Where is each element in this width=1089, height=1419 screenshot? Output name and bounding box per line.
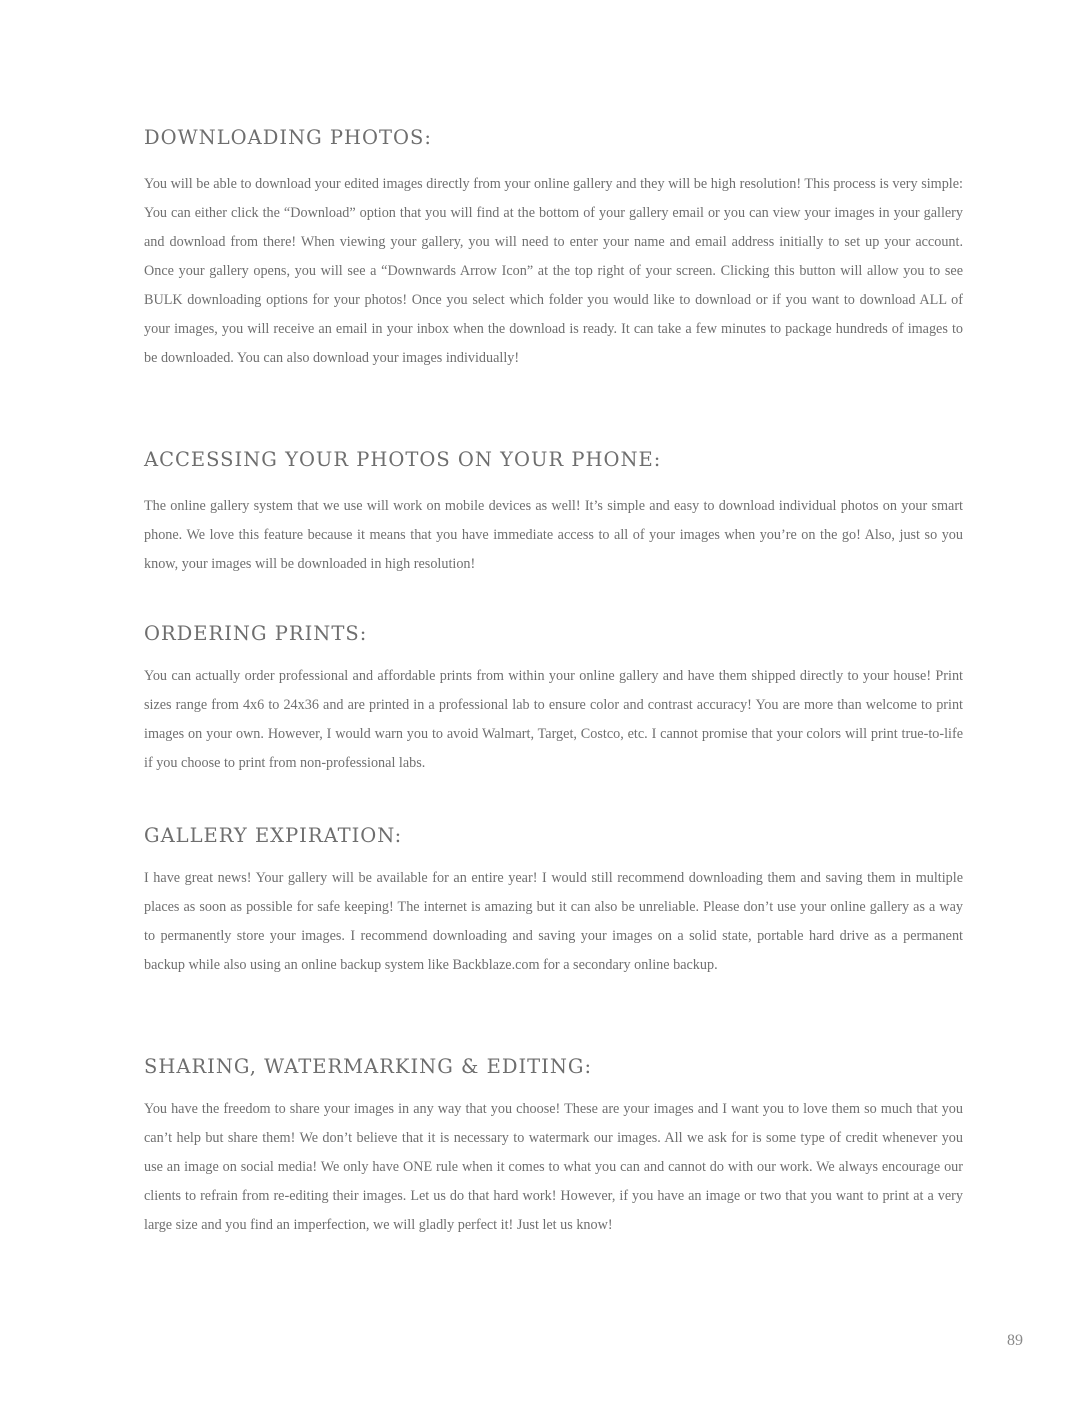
section-heading: DOWNLOADING PHOTOS: <box>144 126 432 149</box>
section-downloading-photos <box>144 126 963 373</box>
section-body: I have great news! Your gallery will be available for an entire year! I would still recommend downloading them and saving them in multiple places as soon as possible for safe keeping! The internet is amazing but it can also be unreliable. Please don’t use your online gallery as a way to permanently store your images. I recommend downloading and saving your images on a solid state, portable hard drive as a permanent backup while also using an online backup system like Backblaze.com for a secondary online backup. <box>144 870 963 973</box>
section-body: You will be able to download your edited images directly from your online gallery and they will be high resolution! This process is very simple: You can either click the “Download” option that you will find at the bottom of your gallery email or you can view your images in your gallery and download from there! When viewing your gallery, you will need to enter your name and email address initially to set up your account. Once your gallery opens, you will see a “Downwards Arrow Icon” at the top right of your screen. Clicking this button will allow you to see BULK downloading options for your photos! Once you select which folder you would like to download or if you want to download ALL of your images, you will receive an email in your inbox when the download is ready. It can take a few minutes to package hundreds of images to be downloaded. You can also download your images individually! <box>144 176 963 366</box>
page-number: 89 <box>1007 1332 1023 1349</box>
section-ordering-prints <box>144 622 963 778</box>
section-body: The online gallery system that we use will work on mobile devices as well! It’s simple and easy to download individual photos on your smart phone. We love this feature because it means that you have immediate access to all of your images when you’re on the go! Also, just so you know, your images will be downloaded in high resolution! <box>144 498 963 572</box>
section-body: You have the freedom to share your images in any way that you choose! These are your images and I want you to love them so much that you can’t help but share them! We don’t believe that it is necessary to watermark our images. All we ask for is some type of credit whenever you use an image on social media! We only have ONE rule when it comes to what you can and cannot do with our work. We always encourage our clients to refrain from re-editing their images. Let us do that hard work! However, if you have an image or two that you want to print at a very large size and you find an imperfection, we will gladly perfect it! Just let us know! <box>144 1101 963 1233</box>
section-sharing-watermarking-editing <box>144 1055 963 1240</box>
section-heading: ORDERING PRINTS: <box>144 622 368 645</box>
section-gallery-expiration <box>144 824 963 980</box>
section-accessing-photos-on-phone <box>144 448 963 579</box>
section-body: You can actually order professional and affordable prints from within your online gallery and have them shipped directly to your house! Print sizes range from 4x6 to 24x36 and are printed in a professional lab to ensure color and contrast accuracy! You are more than welcome to print images on your own. However, I would warn you to avoid Walmart, Target, Costco, etc. I cannot promise that your colors will print true-to-life if you choose to print from non-professional labs. <box>144 668 963 771</box>
section-heading: SHARING, WATERMARKING & EDITING: <box>144 1055 593 1078</box>
section-heading: GALLERY EXPIRATION: <box>144 824 403 847</box>
section-heading: ACCESSING YOUR PHOTOS ON YOUR PHONE: <box>144 448 662 471</box>
